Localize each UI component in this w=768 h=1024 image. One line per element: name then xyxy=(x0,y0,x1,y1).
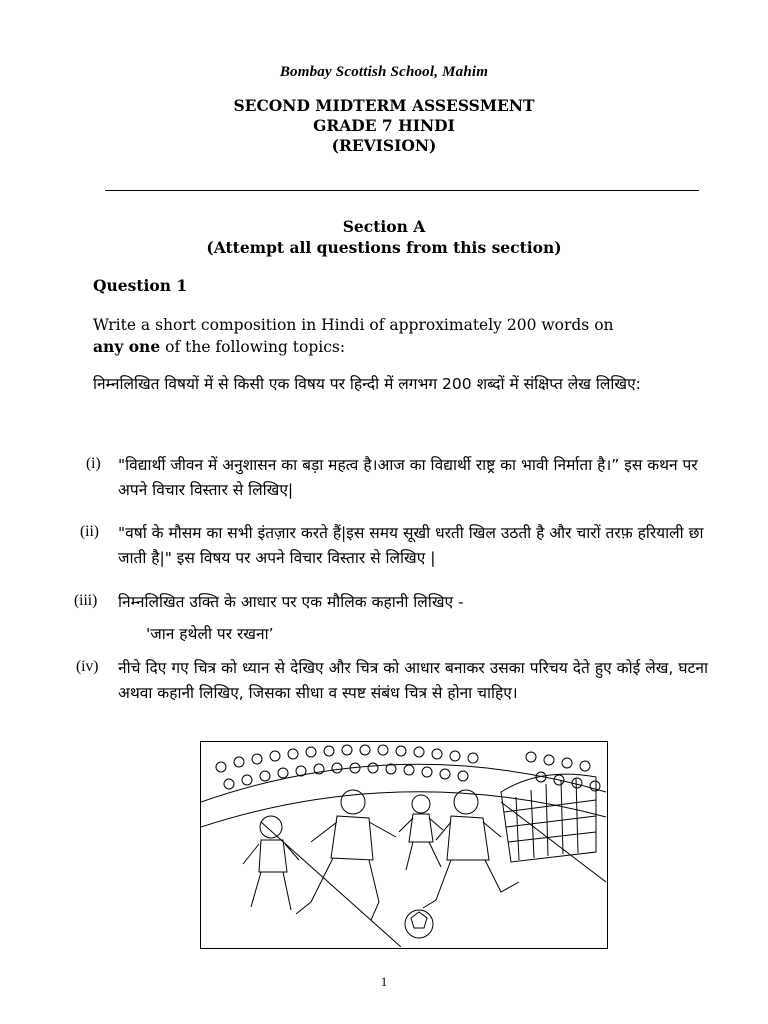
topic-text: निम्नलिखित उक्ति के आधार पर एक मौलिक कहानी लिखिए - xyxy=(118,593,464,611)
topic-number: (iv) xyxy=(76,658,99,675)
school-name: Bombay Scottish School, Mahim xyxy=(279,64,489,80)
topic-text: "वर्षा के मौसम का सभी इंतज़ार करते हैं|इस समय सूखी धरती खिल उठती है और चारों तरफ़ हरियाली छा जाती है|" इस विषय पर अपने विचार विस्तार से लिखिए | xyxy=(118,524,704,567)
title-line-2: GRADE 7 HINDI xyxy=(313,116,455,135)
english-intro-bold: any one xyxy=(93,337,161,356)
page-number: 1 xyxy=(380,974,388,989)
idiom-text: 'जान हथेली पर रखना’ xyxy=(146,625,274,643)
football-illustration xyxy=(200,741,608,949)
question-heading: Question 1 xyxy=(93,276,188,295)
section-header xyxy=(0,216,768,258)
topic-text: "विद्यार्थी जीवन में अनुशासन का बड़ा महत्व है।आज का विद्यार्थी राष्ट्र का भावी निर्माता है।” इस कथन पर अपने विचार विस्तार से लिखिए| xyxy=(118,456,698,499)
topic-number: (i) xyxy=(86,455,101,472)
exam-title xyxy=(0,96,768,156)
english-intro-part-1: Write a short composition in Hindi of approximately 200 words on xyxy=(93,316,614,334)
section-title: Section A xyxy=(342,217,426,236)
section-subtitle: (Attempt all questions from this section) xyxy=(206,238,562,257)
topic-number: (iii) xyxy=(74,592,98,609)
hindi-instruction: निम्नलिखित विषयों में से किसी एक विषय पर हिन्दी में लगभग 200 शब्दों में संक्षिप्त लेख लिखिए: xyxy=(93,375,641,393)
english-intro-part-2: of the following topics: xyxy=(160,338,346,356)
title-line-3: (REVISION) xyxy=(331,136,437,155)
title-line-1: SECOND MIDTERM ASSESSMENT xyxy=(233,96,535,115)
english-instruction xyxy=(93,315,693,358)
topic-number: (ii) xyxy=(80,523,99,540)
topic-text: नीचे दिए गए चित्र को ध्यान से देखिए और चित्र को आधार बनाकर उसका परिचय देते हुए कोई लेख, घटना अथवा कहानी लिखिए, जिसका सीधा व स्पष्ट संबंध चित्र से होना चाहिए। xyxy=(118,659,708,702)
football-scene-drawing xyxy=(201,742,606,947)
horizontal-rule xyxy=(105,190,699,191)
